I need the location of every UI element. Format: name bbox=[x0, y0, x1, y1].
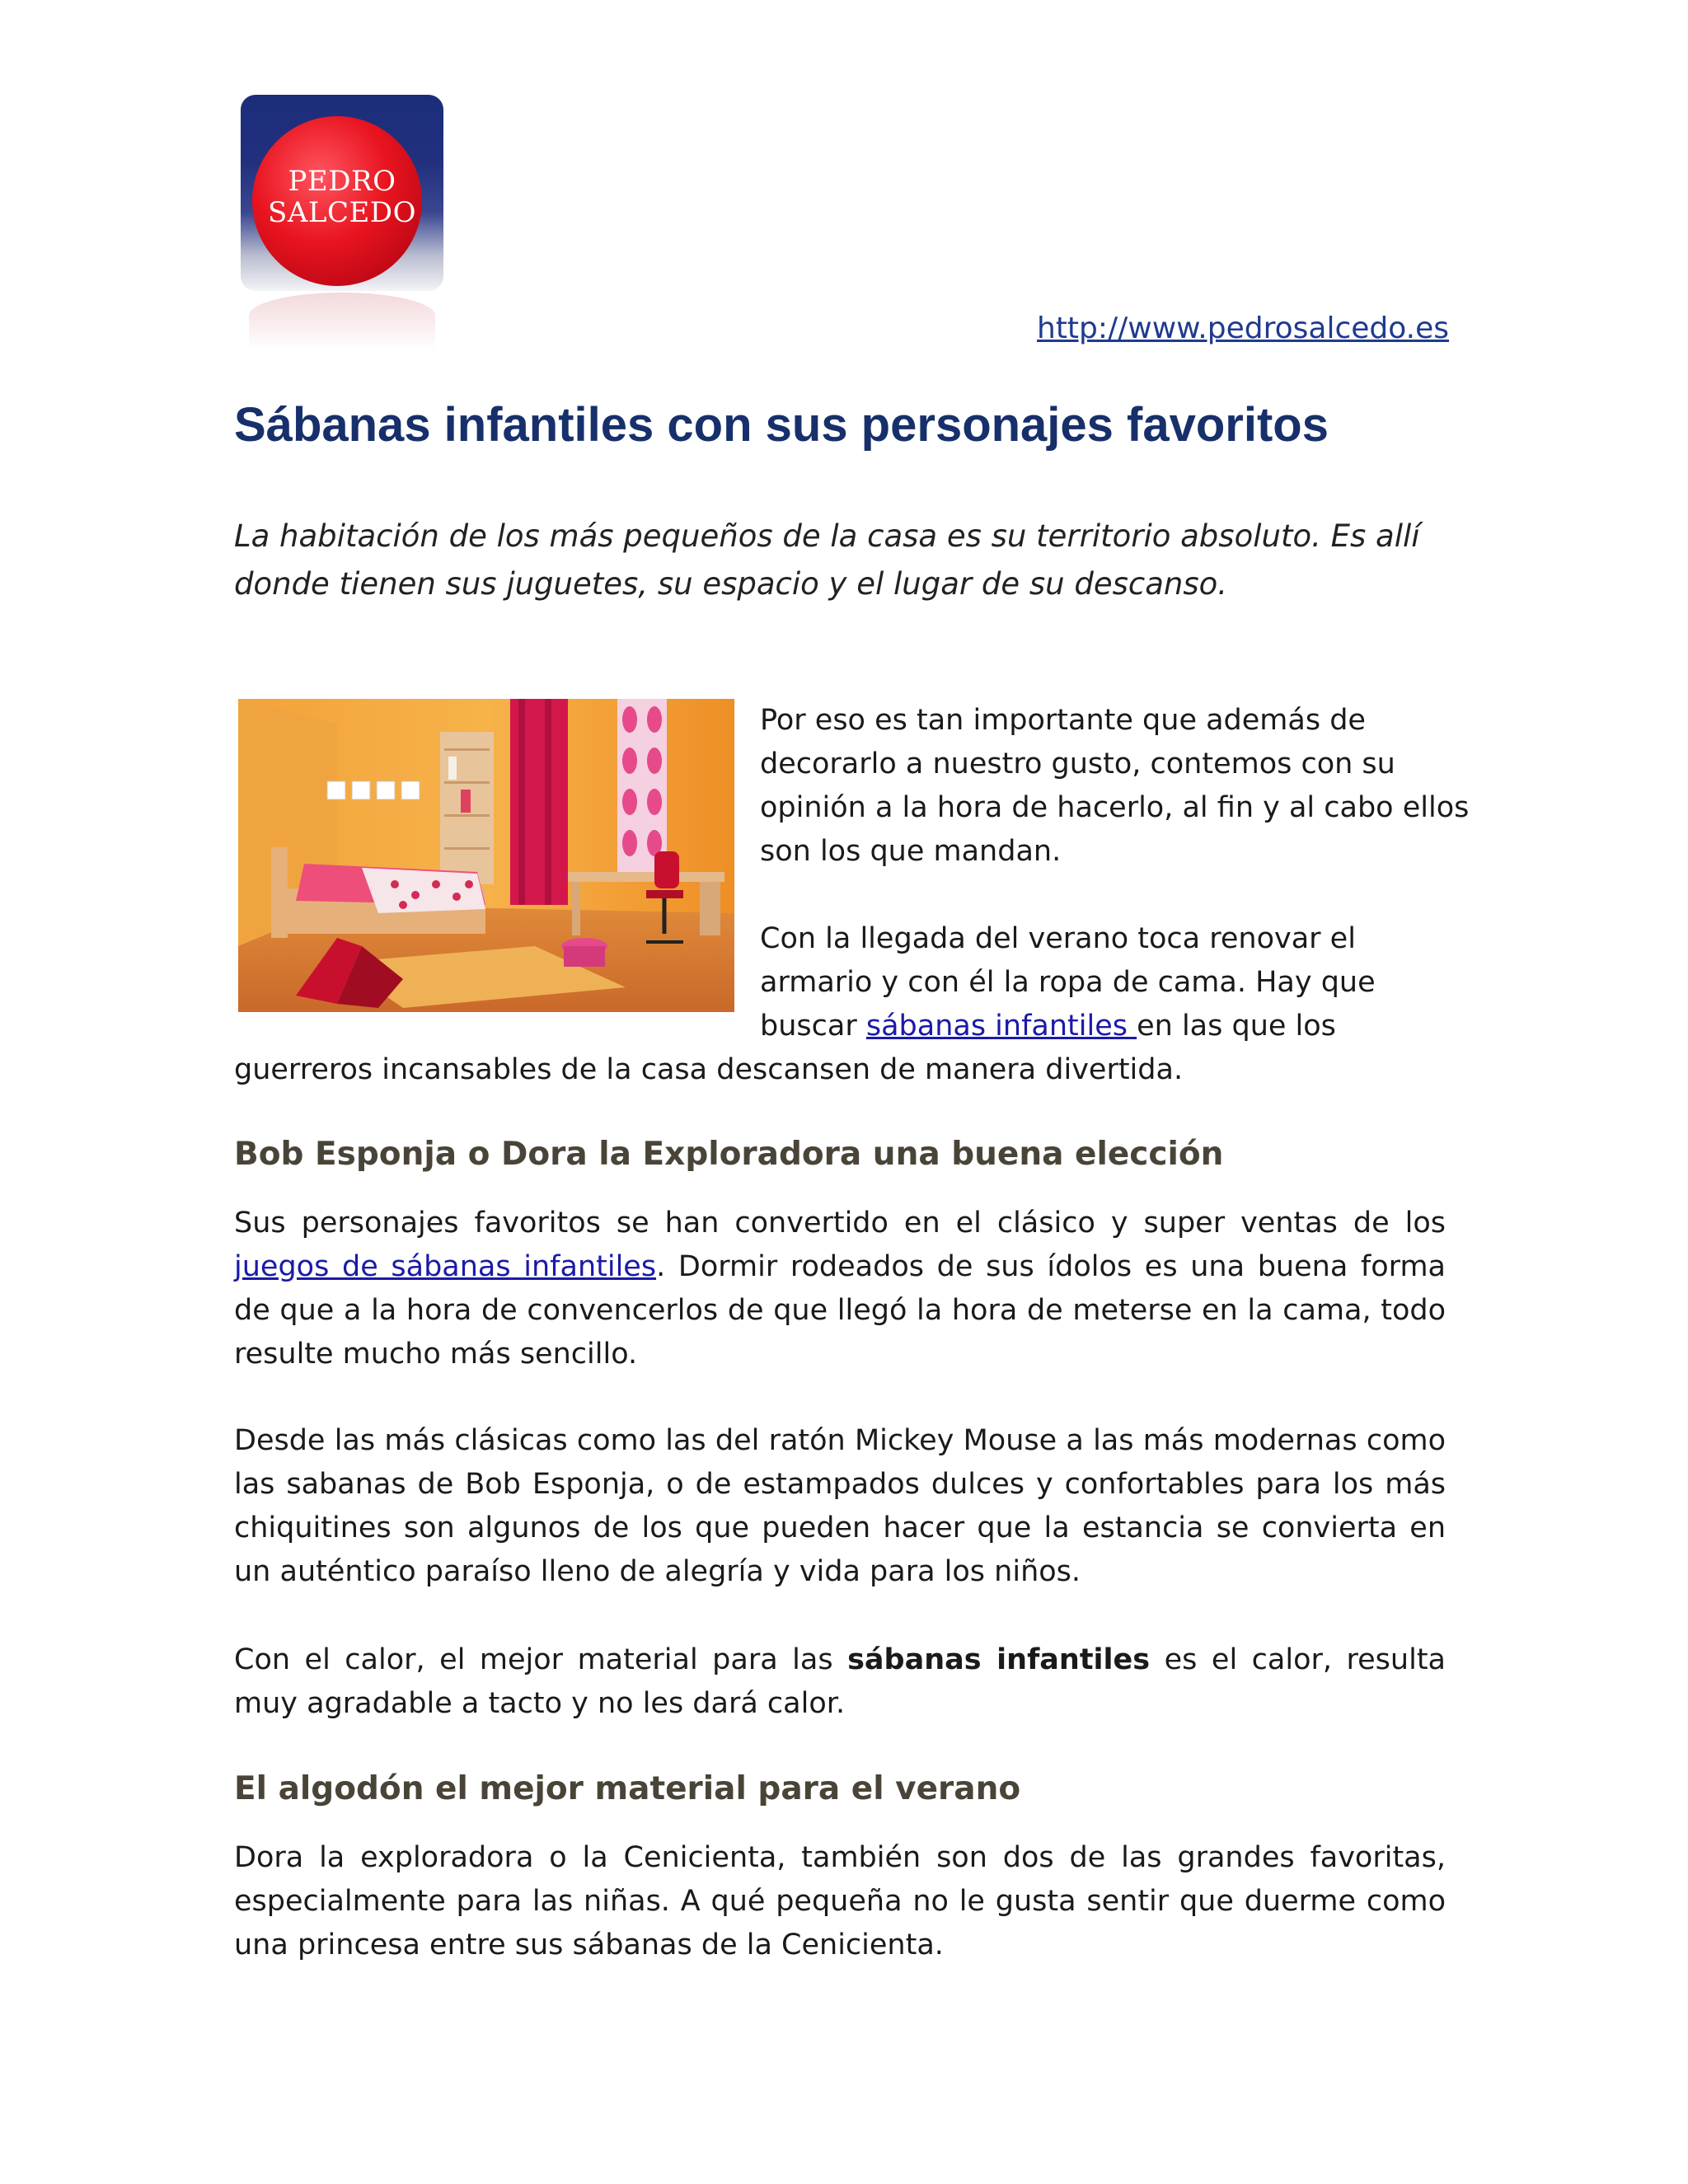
beside-paragraph-2 bbox=[760, 917, 1477, 1048]
logo-text bbox=[241, 166, 443, 228]
section-heading-bob-esponja: Bob Esponja o Dora la Exploradora una buena elección bbox=[234, 1136, 1224, 1173]
site-url-link[interactable]: http://www.pedrosalcedo.es bbox=[1037, 312, 1449, 345]
beside-paragraph-1: Por eso es tan importante que además de decorarlo a nuestro gusto, contemos con su opinión a la hora de hacerlo, al fin y al cabo ellos son los que mandan. bbox=[760, 704, 1470, 868]
beside-p2-after: en las que los bbox=[1137, 1010, 1336, 1043]
page-title: Sábanas infantiles con sus personajes favoritos bbox=[234, 398, 1329, 452]
juegos-sabanas-link[interactable]: juegos de sábanas infantiles bbox=[234, 1250, 657, 1283]
bedroom-photo-icon bbox=[238, 699, 734, 1012]
section1-p1-after: . Dormir rodeados de sus ídolos es una buena forma de que a la hora de convencerlos de que llegó la hora de meterse en la cama, todo resulte mucho más sencillo. bbox=[234, 1250, 1446, 1371]
section1-p1-before: Sus personajes favoritos se han convertido en el clásico y super ventas de los bbox=[234, 1207, 1446, 1240]
section1-p3-bold: sábanas infantiles bbox=[847, 1643, 1151, 1676]
logo-line-2: SALCEDO bbox=[268, 196, 416, 229]
section2-paragraph-1: Dora la exploradora o la Cenicienta, también son dos de las grandes favoritas, especialmente para las niñas. A qué pequeña no le gusta sentir que duerme como una princesa entre sus sábanas de la Cenicienta. bbox=[234, 1841, 1446, 1961]
logo-reflection bbox=[249, 293, 435, 350]
logo-box bbox=[241, 95, 443, 291]
sabanas-infantiles-link[interactable]: sábanas infantiles bbox=[865, 1010, 1137, 1043]
section1-paragraph-3 bbox=[234, 1638, 1446, 1726]
logo bbox=[241, 95, 443, 350]
beside-p2-wrap-line: guerreros incansables de la casa descansen de manera divertida. bbox=[234, 1053, 1184, 1086]
section1-paragraph-2: Desde las más clásicas como las del ratón Mickey Mouse a las más modernas como las sabanas de Bob Esponja, o de estampados dulces y confortables para los más chiquitines son algunos de los que pueden hacer que la estancia se convierta en un auténtico paraíso lleno de alegría y vida para los niños. bbox=[234, 1424, 1446, 1588]
beside-p2-before: Con la llegada del verano toca renovar el armario y con él la ropa de cama. Hay que buscar bbox=[760, 922, 1376, 1043]
section-heading-algodon: El algodón el mejor material para el verano bbox=[234, 1770, 1021, 1807]
intro-paragraph: La habitación de los más pequeños de la casa es su territorio absoluto. Es allí donde tienen sus juguetes, su espacio y el lugar de su descanso. bbox=[234, 518, 1420, 602]
beside-image-text bbox=[760, 699, 1477, 1048]
section1-paragraph-1 bbox=[234, 1202, 1446, 1376]
section1-p3-after: es el calor, resulta muy agradable a tacto y no les dará calor. bbox=[234, 1643, 1446, 1720]
section1-p3-before: Con el calor, el mejor material para las bbox=[234, 1643, 848, 1676]
logo-line-1: PEDRO bbox=[288, 165, 396, 198]
